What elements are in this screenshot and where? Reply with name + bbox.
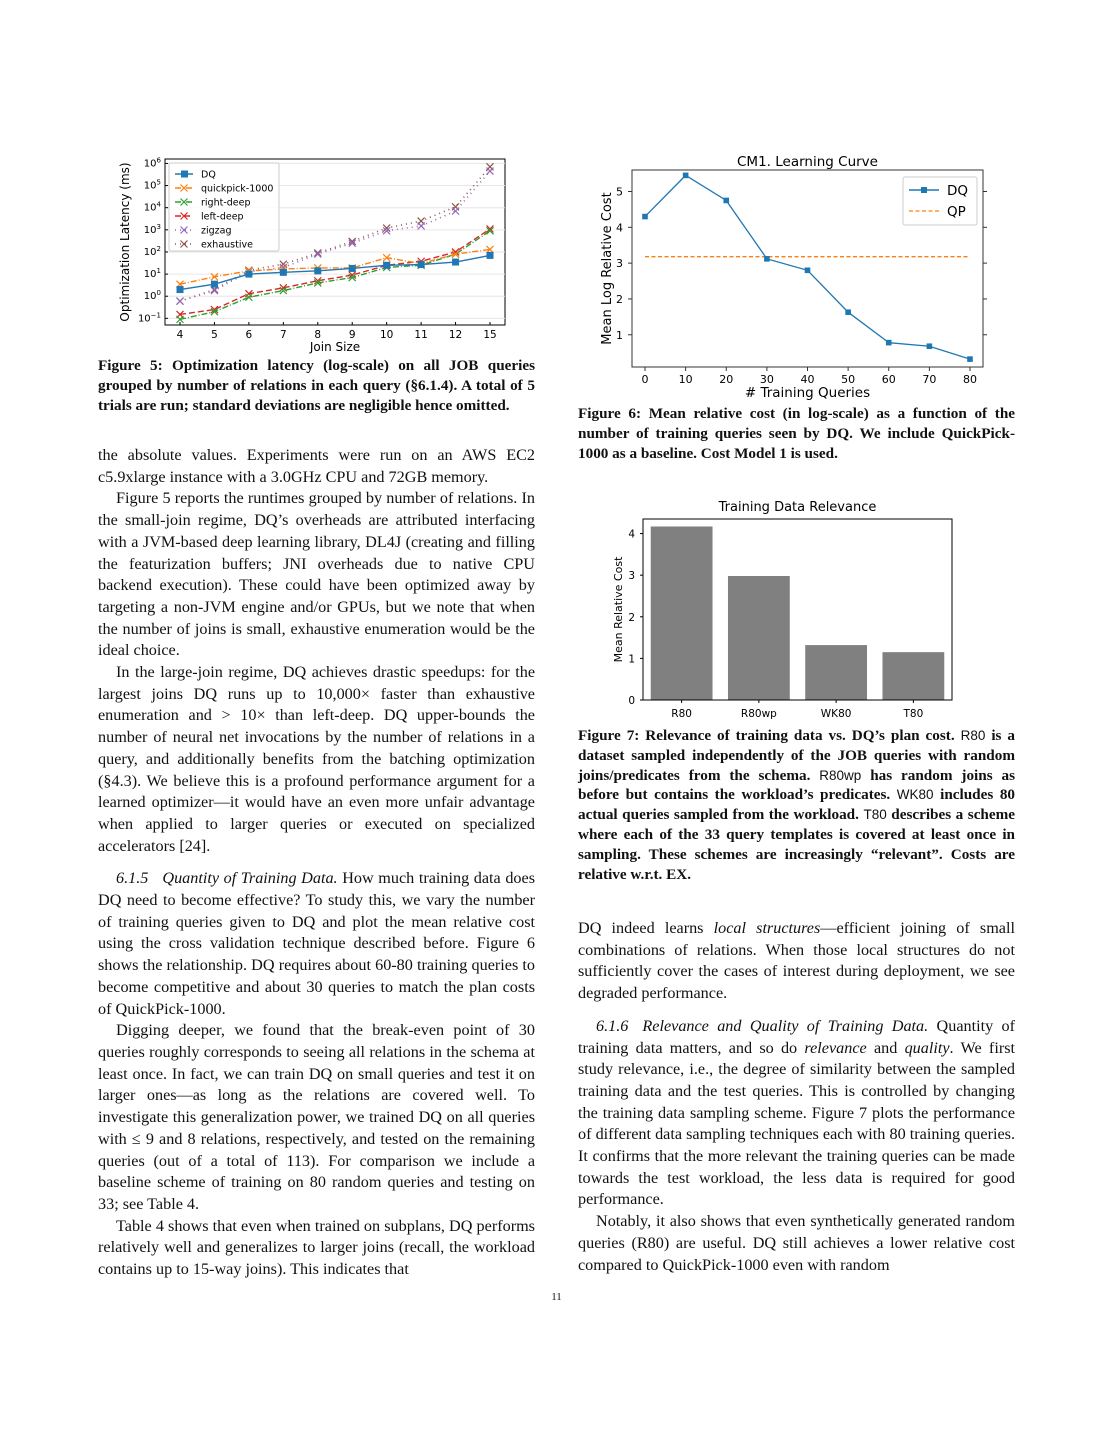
figure-5-caption-text: Optimization latency (log-scale) on all JOB queries grouped by number of relations in each query (§6.1.4). A total of 5 trials are run; standard deviations are negligible hence omitted.	[98, 357, 535, 414]
svg-text:5: 5	[616, 185, 623, 199]
svg-text:104: $10^4$	[143, 200, 161, 214]
svg-text:106: $10^6$	[143, 156, 161, 170]
svg-text:quickpick-1000: quickpick-1000	[201, 183, 274, 195]
svg-text:30: 30	[759, 373, 774, 386]
paragraph: Figure 5 reports the runtimes grouped by number of relations. In the small-join regime, DQ’s overheads are attributed interfacing with a JVM-based deep learning library, DL4J (creating and filling the featurization buffers; JNI overheads due to native CPU backend execution). These could have been optimized away by targeting a non-JVM engine and/or GPUs, but we note that when the number of joins is small, exhaustive enumeration would be the ideal choice.	[98, 489, 535, 660]
figure-6-caption	[578, 404, 1015, 463]
svg-text:DQ: DQ	[201, 169, 216, 181]
paragraph: Table 4 shows that even when trained on subplans, DQ performs relatively well and generalizes to larger joins (recall, the workload contains up to 15-way joins). This indicates that	[98, 1216, 535, 1279]
dataset-name: R80	[960, 728, 986, 743]
svg-text:103: $10^3$	[143, 222, 161, 236]
svg-text:10: 10	[678, 373, 693, 386]
dataset-name: T80	[863, 807, 887, 823]
latency-line-chart	[115, 152, 515, 357]
text: . We first study relevance, i.e., the degree of similarity between the sampled training data and the test queries. This is controlled by changing the training data sampling scheme. Figure 7 plots the performance of different data sampling techniques each with 80 training queries. It confirms that the more relevant the training queries can be made towards the test workload, the less data is required for good performance.	[578, 1038, 1016, 1209]
figure-5-label: Figure 5:	[98, 357, 163, 374]
svg-text:7: 7	[279, 329, 287, 341]
svg-text:Join Size: Join Size	[309, 340, 361, 354]
figure-6-caption-text: Mean relative cost (in log-scale) as a function of the number of training queries seen by DQ. We include QuickPick-1000 as a baseline. Cost Model 1 is used.	[578, 405, 1015, 462]
svg-text:Optimization Latency (ms): Optimization Latency (ms)	[118, 162, 132, 322]
svg-text:8: 8	[314, 329, 322, 341]
text: and	[866, 1038, 905, 1057]
svg-text:QP: QP	[947, 204, 966, 220]
svg-text:70: 70	[922, 373, 937, 386]
svg-text:4: 4	[176, 329, 184, 341]
caption-text: Relevance of training data vs. DQ’s plan cost.	[645, 727, 955, 744]
section-number: 6.1.6	[596, 1016, 629, 1035]
svg-text:11: 11	[414, 329, 428, 341]
svg-text:6: 6	[245, 329, 253, 341]
svg-text:Mean Relative Cost: Mean Relative Cost	[612, 556, 625, 663]
svg-text:R80wp: R80wp	[740, 708, 777, 720]
caption-text: has random joins as before but contains the workload’s predicates.	[578, 766, 1016, 804]
figure-7-caption	[578, 726, 1015, 884]
figure-6-label: Figure 6:	[578, 405, 642, 422]
svg-text:100: $10^0$	[143, 289, 161, 303]
page-number: 11	[551, 1291, 562, 1303]
paragraph: Notably, it also shows that even synthetically generated random queries (R80) are useful. DQ still achieves a lower relative cost compared to QuickPick-1000 even with random	[578, 1212, 1015, 1274]
svg-text:left-deep: left-deep	[201, 211, 244, 223]
svg-text:exhaustive: exhaustive	[201, 239, 253, 251]
text: Quantity of training data matters, and so do	[578, 1016, 1016, 1057]
section-number: 6.1.5	[116, 869, 149, 888]
emphasis: relevance	[804, 1038, 867, 1057]
paragraph	[578, 918, 1015, 1005]
svg-text:2: 2	[628, 611, 635, 624]
svg-text:Mean Log Relative Cost: Mean Log Relative Cost	[600, 192, 615, 345]
svg-text:right-deep: right-deep	[201, 197, 251, 209]
svg-text:105: $10^5$	[143, 178, 161, 192]
section-title: Relevance and Quality of Training Data.	[642, 1016, 929, 1035]
svg-text:102: $10^2$	[143, 244, 161, 258]
svg-text:20: 20	[719, 373, 734, 386]
right-column	[578, 918, 1015, 1276]
svg-text:10: 10	[379, 329, 394, 341]
figure-6-chart	[595, 152, 995, 402]
text: DQ indeed learns	[578, 919, 714, 937]
svg-text:0: 0	[641, 373, 649, 386]
svg-text:T80: T80	[903, 708, 924, 720]
svg-text:zigzag: zigzag	[201, 225, 232, 237]
svg-text:80: 80	[963, 373, 977, 386]
svg-text:9: 9	[348, 329, 356, 341]
svg-text:R80: R80	[671, 708, 692, 720]
svg-text:15: 15	[483, 329, 497, 341]
caption-text: is a dataset sampled independently of the JOB queries with random joins/predicates from the schema.	[578, 727, 1015, 784]
dataset-name: WK80	[896, 787, 934, 803]
paragraph: Digging deeper, we found that the break-even point of 30 queries roughly corresponds to seeing all relations in the schema at least once. In fact, we can train DQ on small queries and test it on larger ones—as long as the relations are covered well. To investigate this generalization power, we trained DQ on all queries with ≤ 9 and 8 relations, respectively, and tested on the remaining queries (out of a total of 113). For comparison we include a baseline scheme of training on 80 random queries and testing on 33; see Table 4.	[98, 1021, 535, 1213]
figure-7-label: Figure 7:	[578, 727, 640, 744]
paragraph: the absolute values. Experiments were run on an AWS EC2 c5.9xlarge instance with a 3.0GHz CPU and 72GB memory.	[98, 446, 535, 486]
caption-text: includes 80 actual queries sampled from the workload.	[578, 786, 1016, 824]
svg-text:4: 4	[628, 528, 635, 541]
paragraph-text: How much training data does DQ need to become effective? To study this, we vary the number of training queries given to DQ and plot the mean relative cost using the cross validation technique described before. Figure 6 shows the relationship. DQ requires about 60-80 training queries to become competitive and about 30 queries to match the plan costs of QuickPick-1000.	[98, 869, 535, 1018]
svg-text:2: 2	[616, 292, 623, 306]
svg-text:60: 60	[881, 373, 896, 386]
left-column	[98, 445, 535, 1281]
svg-text:# Training Queries: # Training Queries	[744, 385, 871, 401]
svg-text:WK80: WK80	[820, 708, 852, 720]
svg-text:4: 4	[616, 221, 623, 235]
svg-text:Training Data Relevance: Training Data Relevance	[718, 500, 877, 515]
text: —efficient joining of small combinations of relations. When those local structures do not sufficiently cover the cases of interest during deployment, we see degraded performance.	[578, 919, 1015, 1003]
svg-text:1: 1	[616, 328, 623, 342]
svg-text:40: 40	[800, 373, 815, 386]
svg-text:12: 12	[448, 329, 463, 341]
section-6-1-5	[98, 868, 535, 1020]
svg-text:0: 0	[628, 695, 635, 707]
figure-7-chart	[600, 494, 970, 726]
svg-text:3: 3	[616, 257, 623, 271]
section-title: Quantity of Training Data.	[162, 869, 338, 888]
section-6-1-6	[578, 1016, 1015, 1211]
svg-text:DQ: DQ	[947, 183, 969, 199]
paragraph: In the large-join regime, DQ achieves drastic speedups: for the largest joins DQ runs up to 10,000× faster than exhaustive enumeration and > 10× than left-deep. DQ upper-bounds the number of neural net invocations by the number of relations in a query, and additionally benefits from the batching optimization (§4.3). We believe this is a profound performance argument for a learned optimizer—it would have an even more unfair advantage when applied to larger queries or executed on specialized accelerators [24].	[98, 663, 535, 855]
figure-5-caption	[98, 356, 535, 415]
svg-text:101: $10^1$	[143, 267, 161, 281]
emphasis: local structures	[713, 919, 821, 937]
svg-text:10−1: $10^{-1}$	[137, 311, 161, 325]
svg-text:5: 5	[211, 329, 218, 341]
caption-text: describes a scheme where each of the 33 query templates is covered at least once in sampling. These schemes are increasingly “relevant”. Costs are relative w.r.t. EX.	[578, 806, 1016, 883]
dataset-name: R80wp	[819, 767, 862, 783]
svg-text:CM1. Learning Curve: CM1. Learning Curve	[737, 154, 878, 170]
svg-text:50: 50	[841, 373, 856, 386]
relevance-bar-chart	[600, 494, 970, 726]
learning-curve-chart	[595, 152, 995, 402]
svg-text:3: 3	[628, 570, 635, 583]
svg-text:1: 1	[628, 653, 635, 666]
emphasis: quality	[904, 1038, 950, 1057]
figure-5-chart	[115, 152, 515, 357]
